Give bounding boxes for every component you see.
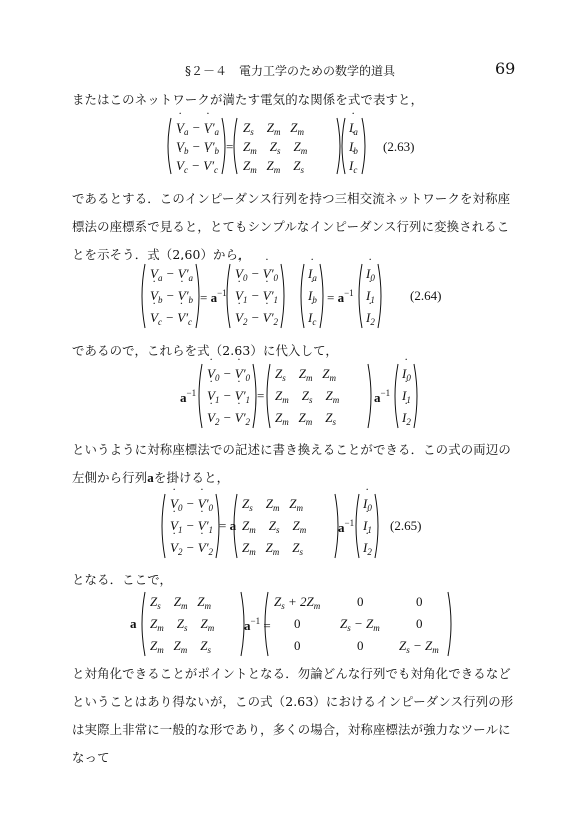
- equation-number: (2.65): [390, 518, 422, 533]
- paragraph-4: というように対称座標法での記述に書き換えることができる．この式の両辺の左側から行列aを掛けると，: [72, 442, 511, 485]
- paragraph-2: であるとする．このインピーダンス行列を持つ三相交流ネットワークを対称座標法の座標系で見ると，とてもシンプルなインピーダンス行列に変換されることを示そう．式（2.60）から，: [72, 191, 511, 262]
- equation-number: (2.64): [410, 288, 442, 303]
- paragraph-6: と対角化できることがポイントとなる．勿論どんな行列でも対角化できるなどということはあり得ないが，この式（2.63）におけるインピーダンス行列の形は実際上非常に一般的な形であり，多くの場合，対称座標法が強力なツールになって: [72, 666, 514, 765]
- paragraph-5: となる．ここで，: [72, 572, 173, 587]
- page-number: 69: [495, 59, 516, 78]
- section-title: §２－４ 電力工学のための数学的道具: [185, 64, 396, 78]
- paragraph-3: であるので，これらを式（2.63）に代入して，: [72, 343, 338, 358]
- paragraph-1: またはこのネットワークが満たす電気的な関係を式で表すと，: [72, 92, 424, 107]
- equation-number: (2.63): [383, 139, 415, 154]
